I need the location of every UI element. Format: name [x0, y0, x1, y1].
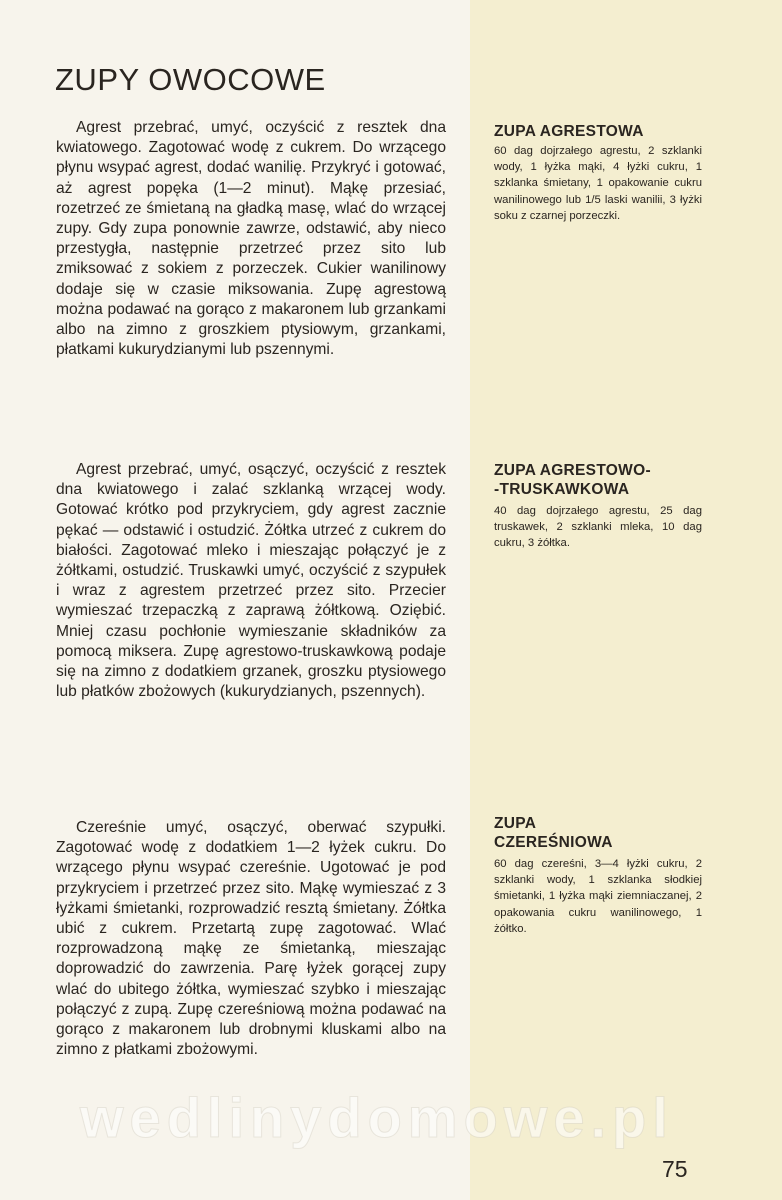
watermark: wedlinydomowe.pl [80, 1086, 674, 1149]
recipe-ingredients-agrestowo-truskawkowa: 40 dag dojrzałego agrestu, 25 dag truskawek, 2 szklanki mleka, 10 dag cukru, 3 żółtka. [494, 505, 702, 550]
recipe-instructions-czeresniowa: Czereśnie umyć, osączyć, oberwać szypułki. Zagotować wodę z dodatkiem 1—2 łyżek cukru. Do wrzącego płynu wsypać czereśnie. Ugotować je pod przykryciem i przetrzeć przez sito. Mąkę wymieszać z 3 łyżkami śmietanki, rozprowadzić resztą śmietany. Żółtka ubić z cukrem. Przetartą zupę zagotować. Wlać rozprowadzoną mąkę ze śmietanką, mieszając doprowadzić do zawrzenia. Parę łyżek gorącej zupy wlać do ubitego żółtka, wymieszać szybko i mieszając połączyć z zupą. Zupę czereśniową można podawać na gorąco z makaronem lub drobnymi kluskami albo na zimno z płatkami zbożowymi. [56, 819, 446, 1059]
recipe-title-agrestowo-truskawkowa [494, 461, 714, 499]
recipe-title-czeresniowa [494, 814, 714, 852]
recipe-title-line: ZUPA [494, 815, 537, 832]
page-number: 75 [662, 1156, 688, 1182]
recipe-instructions-agrestowo-truskawkowa: Agrest przebrać, umyć, osączyć, oczyścić z resztek dna kwiatowego i zalać szklanką wrzącej wody. Gotować krótko pod przykryciem, gdy agrest zacznie pękać — odstawić i ostudzić. Żółtka utrzeć z cukrem do białości. Zagotować mleko i mieszając połączyć je z żółtkami, ostudzić. Truskawki umyć, oczyścić z szypułek i wraz z agrestem przetrzeć przez sito. Przecier wymieszać trzepaczką z zaprawą żółtkową. Oziębić. Mniej czasu pochłonie wymieszanie składników za pomocą miksera. Zupę agrestowo-truskawkową podaje się na zimno z dodatkiem grzanek, groszku ptysiowego lub płatków zbożowych (kukurydzianych, pszennych). [56, 461, 446, 701]
recipe-title-line: ZUPA AGRESTOWO- [494, 462, 651, 479]
recipe-title-agrestowa [494, 122, 714, 141]
recipe-title-line: ZUPA AGRESTOWA [494, 123, 644, 140]
recipe-title-line: -TRUSKAWKOWA [494, 481, 630, 498]
recipe-ingredients-czeresniowa: 60 dag czereśni, 3—4 łyżki cukru, 2 szklanki wody, 1 szklanka słodkiej śmietanki, 1 łyżka mąki ziemniaczanej, 2 opakowania cukru wanilinowego, 1 żółtko. [494, 858, 702, 935]
recipe-title-line: CZEREŚNIOWA [494, 834, 613, 851]
page-title: ZUPY OWOCOWE [55, 62, 326, 97]
recipe-instructions-agrestowa: Agrest przebrać, umyć, oczyścić z resztek dna kwiatowego. Zagotować wodę z cukrem. Do wrzącego płynu wsypać agrest, dodać wanilię. Przykryć i gotować, aż agrest popęka (1—2 minut). Mąkę przesiać, rozetrzeć ze śmietaną na gładką masę, wlać do wrzącej zupy. Gdy zupa ponownie zawrze, odstawić, aby nieco przestygła, następnie przetrzeć przez sito lub zmiksować z sokiem z porzeczek. Cukier wanilinowy dodaje się w czasie miksowania. Zupę agrestową można podawać na gorąco z makaronem lub grzankami albo na zimno z groszkiem ptysiowym, grzankami, płatkami kukurydzianymi lub pszennymi. [56, 119, 446, 359]
recipe-ingredients-agrestowa: 60 dag dojrzałego agrestu, 2 szklanki wody, 1 łyżka mąki, 4 łyżki cukru, 1 szklanka śmietany, 1 opakowanie cukru wanilinowego lub 1/5 laski wanilii, 3 łyżki soku z czarnej porzeczki. [494, 145, 702, 222]
